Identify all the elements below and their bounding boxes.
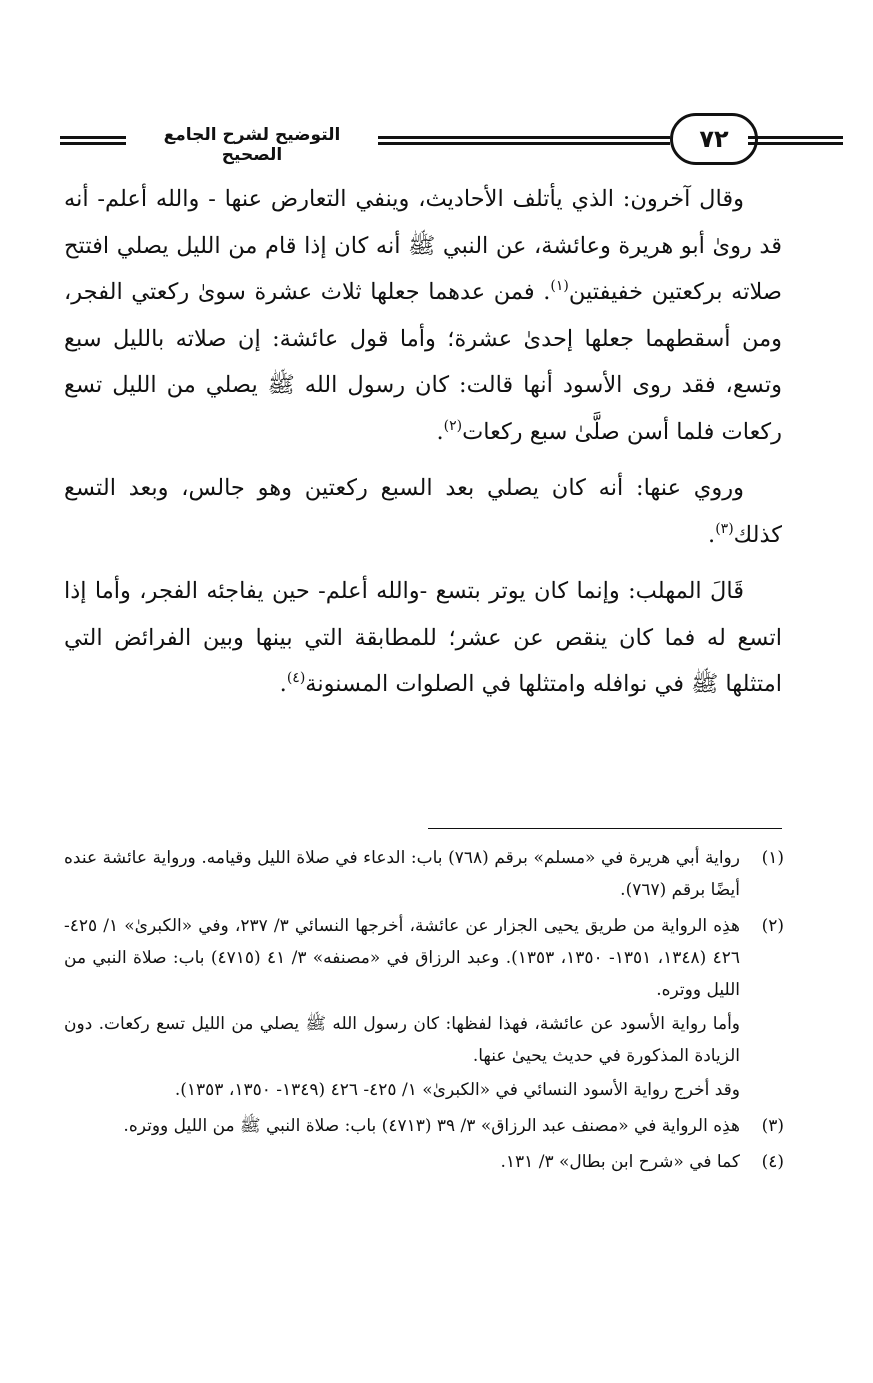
header-rule-left	[60, 136, 126, 145]
text-segment: .	[436, 418, 444, 445]
page-number: ٧٢	[670, 113, 758, 165]
footnote-2	[64, 910, 784, 1106]
footnote-separator	[428, 828, 782, 829]
main-text	[64, 176, 782, 708]
footnote-ref: (٣)	[715, 520, 734, 537]
footnotes	[64, 842, 784, 1182]
header-rule-right	[748, 136, 843, 145]
footnote-number: (١)	[761, 848, 784, 868]
footnote-ref: (١)	[550, 278, 569, 294]
text-segment: وروي عنها: أنه كان يصلي بعد السبع ركعتين وهو جالس، وبعد التسع كذلك	[64, 475, 782, 548]
footnote-text: رواية أبي هريرة في «مسلم» برقم (٧٦٨) باب: الدعاء في صلاة الليل وقيامه. ورواية عائشة عنده أيضًا برقم (٧٦٧).	[64, 848, 740, 900]
text-segment: .	[708, 521, 716, 548]
footnote-text: كما في «شرح ابن بطال» ٣/ ١٣١.	[500, 1152, 740, 1172]
footnote-4	[64, 1146, 784, 1178]
footnote-1	[64, 842, 784, 906]
footnote-number: (٢)	[761, 916, 784, 936]
paragraph-3	[64, 568, 782, 708]
header-rule-middle	[378, 136, 670, 145]
footnote-text: وقد أخرج رواية الأسود النسائي في «الكبرىٰ» ١/ ٤٢٥- ٤٢٦ (١٣٤٩- ١٣٥٠، ١٣٥٣).	[174, 1080, 740, 1100]
text-segment: .	[279, 671, 287, 697]
footnote-number: (٤)	[761, 1152, 784, 1172]
footnote-text: هذِه الرواية من طريق يحيى الجزار عن عائشة، أخرجها النسائي ٣/ ٢٣٧، وفي «الكبرىٰ» ١/ ٤٢٥- ٤٢٦ (١٣٤٨، ١٣٥١- ١٣٥٠، ١٣٥٣). وعبد الرزاق في «مصنفه» ٣/ ٤١ (٤٧١٥) باب: صلاة النبي من الليل ووتره.	[64, 916, 741, 1000]
paragraph-2	[64, 465, 782, 558]
footnote-ref: (٤)	[286, 670, 306, 686]
paragraph-1	[64, 176, 782, 455]
footnote-number: (٣)	[761, 1116, 784, 1136]
footnote-ref: (٢)	[443, 417, 463, 434]
footnote-text: وأما رواية الأسود عن عائشة، فهذا لفظها: كان رسول الله ﷺ يصلي من الليل تسع ركعات. دون الزيادة المذكورة في حديث يحيىٰ عنها.	[64, 1014, 740, 1066]
text-segment: . فمن عدهما جعلها ثلاث عشرة سوىٰ ركعتي الفجر، ومن أسقطهما جعلها إحدىٰ عشرة؛ وأما قول عائشة: إن صلاته بالليل سبع وتسع، فقد روى الأسود أنها قالت: كان رسول الله ﷺ يصلي من الليل تسع ركعات فلما أسن صلَّىٰ سبع ركعات	[64, 279, 782, 445]
footnote-text: هذِه الرواية في «مصنف عبد الرزاق» ٣/ ٣٩ (٤٧١٣) باب: صلاة النبي ﷺ من الليل ووتره.	[123, 1116, 740, 1136]
running-title: التوضيح لشرح الجامع الصحيح	[163, 125, 341, 165]
running-header	[60, 113, 780, 169]
text-segment: وقال آخرون: الذي يأتلف الأحاديث، وينفي التعارض عنها - والله أعلم- أنه قد روىٰ أبو هريرة وعائشة، عن النبي ﷺ أنه كان إذا قام من الليل يصلي افتتح صلاته بركعتين خفيفتين	[64, 186, 783, 305]
footnote-3	[64, 1110, 784, 1142]
text-segment: قَالَ المهلب: وإنما كان يوتر بتسع -والله أعلم- حين يفاجئه الفجر، وأما إذا اتسع له فما كان ينقص عن عشر؛ للمطابقة التي بينها وبين الفرائض التي امتثلها ﷺ في نوافله وامتثلها في الصلوات المسنونة	[64, 578, 782, 697]
